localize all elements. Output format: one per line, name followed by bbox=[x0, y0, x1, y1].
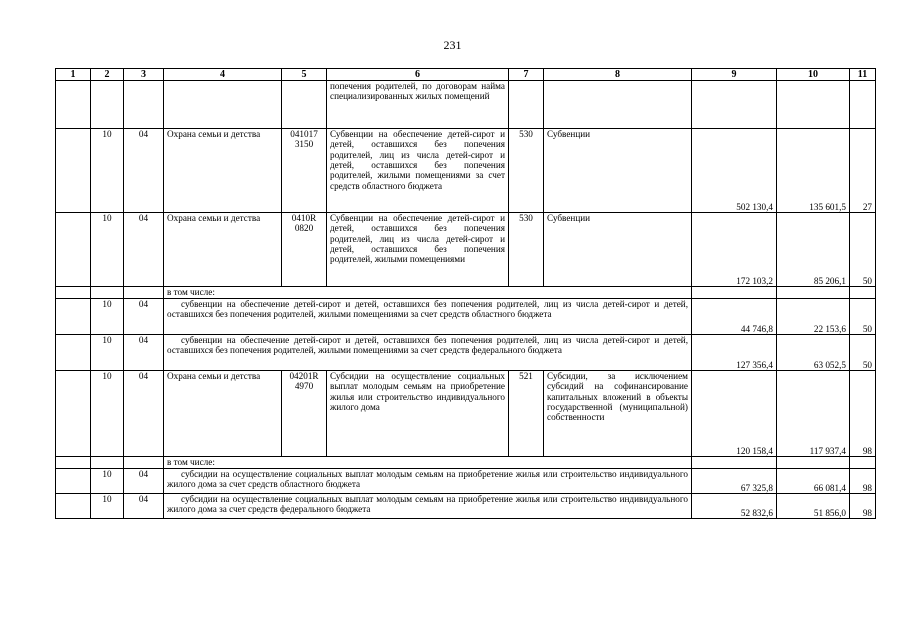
sub-item-description: субсидии на осуществление социальных выплат молодым семьям на приобретение жилья или строительство индивидуального жилого дома за счет средств федерального бюджета bbox=[164, 494, 692, 519]
cell bbox=[56, 81, 91, 129]
amount-cell: 22 153,6 bbox=[777, 299, 850, 335]
type-code-cell: 530 bbox=[509, 129, 544, 213]
section-cell: 10 bbox=[91, 299, 124, 335]
cell bbox=[56, 129, 91, 213]
amount-cell: 66 081,4 bbox=[777, 469, 850, 494]
column-header: 6 bbox=[327, 69, 509, 81]
amount-cell: 44 746,8 bbox=[692, 299, 777, 335]
cell bbox=[692, 457, 777, 469]
subsection-cell: 04 bbox=[124, 469, 164, 494]
column-header: 7 bbox=[509, 69, 544, 81]
column-header: 11 bbox=[850, 69, 876, 81]
cell bbox=[56, 335, 91, 371]
amount-cell: 85 206,1 bbox=[777, 213, 850, 287]
section-cell: 10 bbox=[91, 371, 124, 457]
table-row bbox=[56, 371, 876, 457]
percent-cell: 50 bbox=[850, 299, 876, 335]
column-header: 4 bbox=[164, 69, 282, 81]
table-header-row bbox=[56, 69, 876, 81]
section-cell: 10 bbox=[91, 335, 124, 371]
column-header: 5 bbox=[282, 69, 327, 81]
cell bbox=[282, 81, 327, 129]
percent-cell: 98 bbox=[850, 494, 876, 519]
amount-cell bbox=[777, 81, 850, 129]
amount-cell: 63 052,5 bbox=[777, 335, 850, 371]
amount-cell: 127 356,4 bbox=[692, 335, 777, 371]
section-cell: 10 bbox=[91, 494, 124, 519]
cell bbox=[692, 287, 777, 299]
section-cell: 10 bbox=[91, 469, 124, 494]
column-header: 3 bbox=[124, 69, 164, 81]
column-header: 9 bbox=[692, 69, 777, 81]
sub-item-description: субсидии на осуществление социальных выплат молодым семьям на приобретение жилья или строительство индивидуального жилого дома за счет средств областного бюджета bbox=[164, 469, 692, 494]
amount-cell: 52 832,6 bbox=[692, 494, 777, 519]
amount-cell: 172 103,2 bbox=[692, 213, 777, 287]
amount-cell bbox=[692, 81, 777, 129]
subsection-cell: 04 bbox=[124, 299, 164, 335]
section-cell: 10 bbox=[91, 213, 124, 287]
cell bbox=[850, 287, 876, 299]
table-row bbox=[56, 287, 876, 299]
cell bbox=[91, 457, 124, 469]
type-cell: Субвенции bbox=[544, 129, 692, 213]
name-cell: Охрана семьи и детства bbox=[164, 371, 282, 457]
cell bbox=[124, 287, 164, 299]
column-header: 10 bbox=[777, 69, 850, 81]
column-header: 8 bbox=[544, 69, 692, 81]
purpose-cell: Субсидии на осуществление социальных выплат молодым семьям на приобретение жилья или строительство индивидуального жилого дома bbox=[327, 371, 509, 457]
cell bbox=[777, 457, 850, 469]
column-header: 1 bbox=[56, 69, 91, 81]
amount-cell: 135 601,5 bbox=[777, 129, 850, 213]
subsection-cell: 04 bbox=[124, 129, 164, 213]
cell bbox=[56, 469, 91, 494]
amount-cell: 120 158,4 bbox=[692, 371, 777, 457]
section-cell: 10 bbox=[91, 129, 124, 213]
percent-cell: 27 bbox=[850, 129, 876, 213]
page-number: 231 bbox=[443, 38, 462, 52]
table-row bbox=[56, 494, 876, 519]
percent-cell: 50 bbox=[850, 335, 876, 371]
cell bbox=[56, 371, 91, 457]
percent-cell: 50 bbox=[850, 213, 876, 287]
cell bbox=[56, 287, 91, 299]
amount-cell: 51 856,0 bbox=[777, 494, 850, 519]
name-cell: Охрана семьи и детства bbox=[164, 129, 282, 213]
including-label: в том числе: bbox=[164, 457, 692, 469]
code-cell: 04201R 4970 bbox=[282, 371, 327, 457]
cell bbox=[91, 81, 124, 129]
cell bbox=[56, 457, 91, 469]
purpose-cell: Субвенции на обеспечение детей-сирот и детей, оставшихся без попечения родителей, лиц из числа детей-сирот и детей, оставшихся без попечения родителей, жилыми помещениями за счет средств областного бюджета bbox=[327, 129, 509, 213]
sub-item-description: субвенции на обеспечение детей-сирот и детей, оставшихся без попечения родителей, лиц из числа детей-сирот и детей, оставшихся без попечения родителей, жилыми помещениями за счет средств федерального бюджета bbox=[164, 335, 692, 371]
cell bbox=[164, 81, 282, 129]
budget-table bbox=[55, 68, 876, 519]
cell bbox=[124, 457, 164, 469]
type-cell: Субсидии, за исключением субсидий на софинансирование капитальных вложений в объекты государственной (муниципальной) собственности bbox=[544, 371, 692, 457]
including-label: в том числе: bbox=[164, 287, 692, 299]
type-code-cell: 521 bbox=[509, 371, 544, 457]
purpose-cell: Субвенции на обеспечение детей-сирот и детей, оставшихся без попечения родителей, лиц из числа детей-сирот и детей, оставшихся без попечения родителей, жилыми помещениями bbox=[327, 213, 509, 287]
percent-cell: 98 bbox=[850, 469, 876, 494]
code-cell: 041017 3150 bbox=[282, 129, 327, 213]
amount-cell: 502 130,4 bbox=[692, 129, 777, 213]
cell bbox=[56, 299, 91, 335]
cell bbox=[544, 81, 692, 129]
subsection-cell: 04 bbox=[124, 213, 164, 287]
table-row bbox=[56, 469, 876, 494]
cell bbox=[850, 457, 876, 469]
type-cell: Субвенции bbox=[544, 213, 692, 287]
name-cell: Охрана семьи и детства bbox=[164, 213, 282, 287]
table-row bbox=[56, 299, 876, 335]
percent-cell: 98 bbox=[850, 371, 876, 457]
cell bbox=[56, 213, 91, 287]
cell bbox=[91, 287, 124, 299]
cell bbox=[56, 494, 91, 519]
subsection-cell: 04 bbox=[124, 335, 164, 371]
sub-item-description: субвенции на обеспечение детей-сирот и детей, оставшихся без попечения родителей, лиц из числа детей-сирот и детей, оставшихся без попечения родителей, жилыми помещениями за счет средств областного бюджета bbox=[164, 299, 692, 335]
cell bbox=[509, 81, 544, 129]
table-row bbox=[56, 81, 876, 129]
code-cell: 0410R 0820 bbox=[282, 213, 327, 287]
table-row bbox=[56, 129, 876, 213]
type-code-cell: 530 bbox=[509, 213, 544, 287]
table-row bbox=[56, 213, 876, 287]
percent-cell bbox=[850, 81, 876, 129]
cell bbox=[777, 287, 850, 299]
purpose-cell: попечения родителей, по договорам найма специализированных жилых помещений bbox=[327, 81, 509, 129]
column-header: 2 bbox=[91, 69, 124, 81]
amount-cell: 117 937,4 bbox=[777, 371, 850, 457]
cell bbox=[124, 81, 164, 129]
subsection-cell: 04 bbox=[124, 494, 164, 519]
table-row bbox=[56, 335, 876, 371]
subsection-cell: 04 bbox=[124, 371, 164, 457]
amount-cell: 67 325,8 bbox=[692, 469, 777, 494]
table-row bbox=[56, 457, 876, 469]
